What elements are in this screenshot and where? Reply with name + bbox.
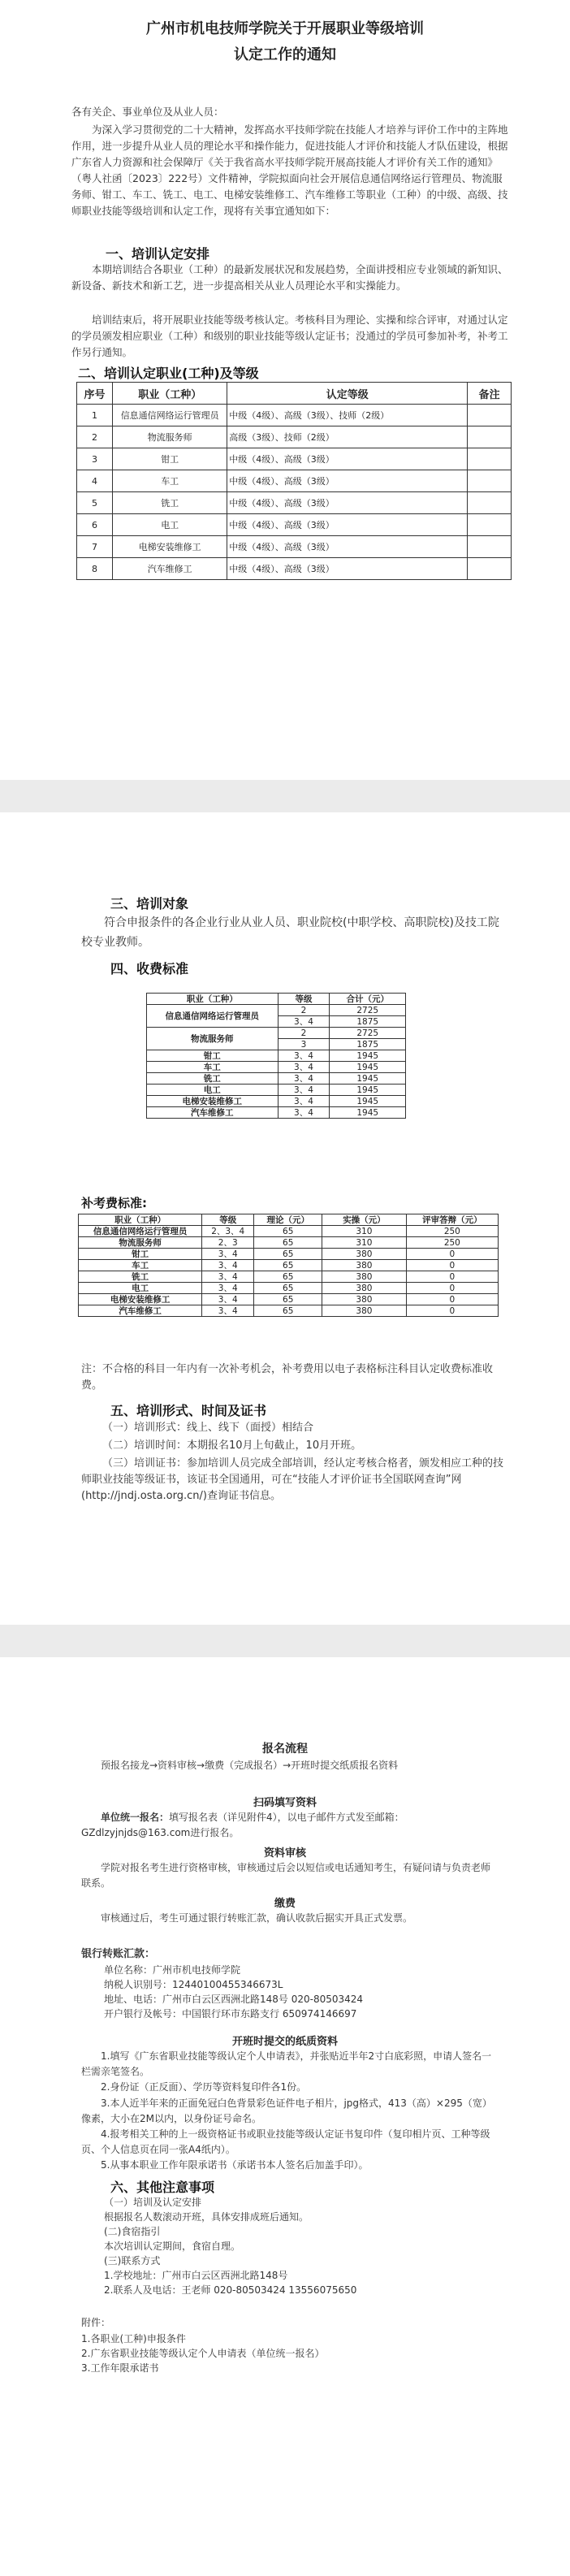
cell: 电工 (113, 514, 227, 536)
table-row (77, 405, 512, 426)
table-row (79, 1249, 499, 1260)
th-remark: 备注 (468, 383, 512, 405)
table-row (147, 1107, 406, 1119)
cell: 2、3 (202, 1237, 254, 1249)
cell: 3、4 (202, 1294, 254, 1305)
bank-address: 地址、电话：广州市白云区西洲北路148号 020-80503424 (104, 1994, 364, 2005)
table-row (77, 492, 512, 514)
th-practical: 实操（元） (322, 1214, 407, 1226)
cell: 0 (406, 1249, 498, 1260)
table-row (79, 1271, 499, 1283)
section-1-para-2: 培训结束后，将开展职业技能等级考核认定。考核科目为理论、实操和综合评审，对通过认定的学员颁发相应职业（工种）和级别的职业技能等级认定证书；没通过的学员可参加补考，补考工作另行通知。 (71, 314, 508, 358)
cell: 65 (254, 1294, 322, 1305)
section-6-item-2: 根据报名人数滚动开班，具体安排成班后通知。 (104, 2211, 309, 2223)
attachment-2: 2.广东省职业技能等级认定个人申请表（单位统一报名） (81, 2348, 325, 2359)
section-5-item-3: （三）培训证书：参加培训人员完成全部培训，经认定考核合格者，颁发相应工种的技师职业技能等级证书，该证书全国通用，可在“技能人才评价证书全国联网查询”网(http://jndj.osta.org.cn/)查询证书信息。 (81, 1457, 504, 1502)
cell (468, 536, 512, 558)
cell: 65 (254, 1249, 322, 1260)
paper-doc-4: 4.报考相关工种的上一级资格证书或职业技能等级认定证书复印件（复印相片页、工种等级页、个人信息页在同一张A4纸内）。 (81, 2128, 490, 2155)
cell: 250 (406, 1226, 498, 1237)
cell: 3、4 (278, 1016, 330, 1028)
cell: 8 (77, 558, 113, 580)
cell: 汽车维修工 (79, 1305, 202, 1317)
section-6-item-5: (三)联系方式 (104, 2255, 161, 2266)
cell: 3 (278, 1039, 330, 1050)
cell: 信息通信网络运行管理员 (79, 1226, 202, 1237)
cell: 310 (322, 1226, 407, 1237)
cell: 物流服务师 (79, 1237, 202, 1249)
cell (468, 448, 512, 470)
table-row (147, 1050, 406, 1062)
cell: 3、4 (278, 1096, 330, 1107)
payment-heading: 缴费 (274, 1898, 296, 1910)
section-6-item-3: (二)食宿指引 (104, 2226, 161, 2237)
table-row (77, 558, 512, 580)
table-row (147, 1085, 406, 1096)
th-index: 序号 (77, 383, 113, 405)
cell: 车工 (79, 1260, 202, 1271)
section-6-heading: 六、其他注意事项 (110, 2180, 215, 2195)
unified-signup (81, 1810, 495, 1841)
cell (468, 492, 512, 514)
table-row (77, 426, 512, 448)
section-5-item-1: （一）培训形式：线上、线下（面授）相结合 (102, 1422, 314, 1434)
cell: 中级（4级）、高级（3级） (227, 514, 468, 536)
table-fees (146, 993, 406, 1119)
scan-heading: 扫码填写资料 (253, 1797, 317, 1809)
page-2 (0, 812, 570, 1625)
table-row (147, 1005, 406, 1016)
cell: 310 (322, 1237, 407, 1249)
attachments-heading: 附件： (81, 2317, 111, 2328)
unified-signup-text: 填写报名表（详见附件4），以电子邮件方式发至邮箱：GZdlzyjnjds@163.com进行报名。 (81, 1812, 404, 1838)
cell: 中级（4级）、高级（3级） (227, 536, 468, 558)
cell: 0 (406, 1271, 498, 1283)
cell: 中级（4级）、高级（3级） (227, 448, 468, 470)
unified-signup-label: 单位统一报名： (101, 1812, 170, 1823)
cell: 1945 (330, 1107, 406, 1119)
section-3-heading: 三、培训对象 (110, 896, 189, 911)
cell: 信息通信网络运行管理员 (113, 405, 227, 426)
cell: 铣工 (147, 1073, 279, 1085)
cell: 5 (77, 492, 113, 514)
cell: 车工 (113, 470, 227, 492)
cell: 380 (322, 1283, 407, 1294)
th-theory: 理论（元） (254, 1214, 322, 1226)
paper-docs-heading: 开班时提交的纸质资料 (231, 2036, 338, 2048)
cell: 65 (254, 1305, 322, 1317)
cell: 2725 (330, 1005, 406, 1016)
cell: 信息通信网络运行管理员 (147, 1005, 279, 1028)
cell: 电工 (147, 1085, 279, 1096)
intro-paragraph: 为深入学习贯彻党的二十大精神，发挥高水平技师学院在技能人才培养与评价工作中的主阵地作用，进一步提升从业人员的理论水平和操作能力，促进技能人才评价和技能人才队伍建设，根据广东省人力资源和社会保障厅《关于我省高水平技师学院开展高技能人才评价有关工作的通知》（粤人社函〔2023〕222号）文件精神，学院拟面向社会开展信息通信网络运行管理员、物流服务师、钳工、车工、铣工、电工、电梯安装维修工、汽车维修工等职业（工种）的中级、高级、技师职业技能等级培训和认定工作，现将有关事宜通知如下： (71, 123, 508, 217)
cell (468, 558, 512, 580)
bank-taxid: 纳税人识别号：12440100455346673L (104, 1979, 283, 1990)
table-row (77, 536, 512, 558)
section-5-item-2: （二）培训时间：本期报名10月上旬截止，10月开班。 (102, 1440, 362, 1452)
cell: 380 (322, 1271, 407, 1283)
paper-doc-2: 2.身份证（正反面）、学历等资料复印件各1份。 (101, 2081, 307, 2093)
cell: 65 (254, 1283, 322, 1294)
cell: 1875 (330, 1039, 406, 1050)
cell: 250 (406, 1237, 498, 1249)
cell: 3 (77, 448, 113, 470)
cell (468, 514, 512, 536)
cell: 1945 (330, 1062, 406, 1073)
table-row (77, 470, 512, 492)
cell: 铣工 (79, 1271, 202, 1283)
section-4-heading: 四、收费标准 (110, 961, 189, 976)
table-row (77, 448, 512, 470)
cell: 钳工 (79, 1249, 202, 1260)
table-row (147, 1028, 406, 1039)
page-1 (0, 0, 570, 780)
cell (468, 405, 512, 426)
section-6-item-1: （一）培训及认定安排 (104, 2197, 202, 2208)
section-3-para: 符合申报条件的各企业行业从业人员、职业院校(中职学校、高职院校)及技工院校专业教师。 (81, 916, 499, 949)
cell: 中级（4级）、高级（3级） (227, 558, 468, 580)
cell: 汽车维修工 (147, 1107, 279, 1119)
cell: 高级（3级）、技师（2级） (227, 426, 468, 448)
cell: 3、4 (202, 1271, 254, 1283)
cell: 3、4 (202, 1249, 254, 1260)
cell: 电梯安装维修工 (79, 1294, 202, 1305)
cell: 65 (254, 1271, 322, 1283)
table-row (79, 1294, 499, 1305)
cell: 电梯安装维修工 (113, 536, 227, 558)
cell: 0 (406, 1260, 498, 1271)
cell: 3、4 (278, 1062, 330, 1073)
th-total: 合计（元） (330, 994, 406, 1005)
table-row (79, 1237, 499, 1249)
cell: 2725 (330, 1028, 406, 1039)
cell: 0 (406, 1283, 498, 1294)
table-row (147, 1096, 406, 1107)
payment-text: 审核通过后，考生可通过银行转账汇款，确认收款后据实开具正式发票。 (101, 1912, 413, 1924)
cell: 3、4 (278, 1050, 330, 1062)
cell: 2 (77, 426, 113, 448)
cell: 电工 (79, 1283, 202, 1294)
review-text: 学院对报名考生进行资格审核，审核通过后会以短信或电话通知考生，有疑问请与负责老师联系。 (81, 1862, 491, 1889)
attachment-1: 1.各职业(工种)申报条件 (81, 2333, 186, 2344)
cell: 3、4 (278, 1085, 330, 1096)
table-row (79, 1305, 499, 1317)
attachment-3: 3.工作年限承诺书 (81, 2362, 159, 2374)
cell: 1945 (330, 1096, 406, 1107)
cell: 7 (77, 536, 113, 558)
bank-name: 单位名称：广州市机电技师学院 (104, 1964, 241, 1976)
th-occupation: 职业（工种） (79, 1214, 202, 1226)
table-row (79, 1260, 499, 1271)
section-6-item-4: 本次培训认定期间，食宿自理。 (104, 2240, 241, 2252)
cell: 2 (278, 1028, 330, 1039)
cell: 3、4 (202, 1260, 254, 1271)
cell: 中级（4级）、高级（3级） (227, 470, 468, 492)
table-row (77, 514, 512, 536)
signup-process-flow: 预报名接龙→资料审核→缴费（完成报名）→开班时提交纸质报名资料 (101, 1760, 399, 1771)
section-5-heading: 五、培训形式、时间及证书 (110, 1403, 267, 1418)
table-levels (76, 382, 512, 580)
cell: 1 (77, 405, 113, 426)
table-makeup-fees (78, 1214, 499, 1317)
table-row (79, 1226, 499, 1237)
bank-account: 开户银行及帐号：中国银行环市东路支行 650974146697 (104, 2008, 357, 2020)
note-text: 注：不合格的科目一年内有一次补考机会，补考费用以电子表格标注科目认定收费标准收费。 (81, 1363, 494, 1392)
cell: 3、4 (278, 1073, 330, 1085)
cell: 铣工 (113, 492, 227, 514)
cell: 380 (322, 1260, 407, 1271)
cell (468, 470, 512, 492)
cell: 1945 (330, 1073, 406, 1085)
cell: 65 (254, 1237, 322, 1249)
cell (468, 426, 512, 448)
th-level: 等级 (202, 1214, 254, 1226)
cell: 3、4 (278, 1107, 330, 1119)
cell: 380 (322, 1305, 407, 1317)
signup-process-heading: 报名流程 (262, 1743, 308, 1756)
th-level: 等级 (278, 994, 330, 1005)
cell: 65 (254, 1260, 322, 1271)
cell: 0 (406, 1294, 498, 1305)
paper-doc-5: 5.从事本职业工作年限承诺书（承诺书本人签名后加盖手印）。 (101, 2159, 369, 2171)
section-1-heading: 一、培训认定安排 (106, 246, 210, 262)
cell: 物流服务师 (113, 426, 227, 448)
cell: 钳工 (113, 448, 227, 470)
page-3 (0, 1657, 570, 2576)
cell: 3、4 (202, 1305, 254, 1317)
th-defense: 评审答辩（元） (406, 1214, 498, 1226)
cell: 380 (322, 1294, 407, 1305)
cell: 中级（4级）、高级（3级） (227, 492, 468, 514)
cell: 6 (77, 514, 113, 536)
cell: 电梯安装维修工 (147, 1096, 279, 1107)
table-row (147, 1073, 406, 1085)
section-2-heading: 二、培训认定职业(工种)及等级 (78, 366, 259, 381)
cell: 物流服务师 (147, 1028, 279, 1050)
th-level: 认定等级 (227, 383, 468, 405)
section-6-item-6: 1.学校地址：广州市白云区西洲北路148号 (104, 2270, 288, 2281)
table-row (79, 1283, 499, 1294)
makeup-heading: 补考费标准: (81, 1196, 147, 1210)
cell: 4 (77, 470, 113, 492)
cell: 钳工 (147, 1050, 279, 1062)
paper-doc-3: 3.本人近半年来的正面免冠白色背景彩色证件电子相片，jpg格式，413（高）×295（宽）像素，大小在2M以内，以身份证号命名。 (81, 2098, 492, 2124)
cell: 车工 (147, 1062, 279, 1073)
cell: 380 (322, 1249, 407, 1260)
review-heading: 资料审核 (263, 1847, 306, 1859)
cell: 1875 (330, 1016, 406, 1028)
section-1-para-1: 本期培训结合各职业（工种）的最新发展状况和发展趋势，全面讲授相应专业领域的新知识、新设备、新技术和新工艺，进一步提高相关从业人员理论水平和实操能力。 (71, 263, 508, 292)
th-occupation: 职业（工种） (147, 994, 279, 1005)
th-occupation: 职业（工种） (113, 383, 227, 405)
cell: 1945 (330, 1050, 406, 1062)
doc-title-line2: 认定工作的通知 (234, 46, 336, 63)
table-row (147, 1062, 406, 1073)
section-6-item-7: 2.联系人及电话：王老师 020-80503424 13556075650 (104, 2284, 357, 2296)
cell: 汽车维修工 (113, 558, 227, 580)
cell: 0 (406, 1305, 498, 1317)
doc-title-line1: 广州市机电技师学院关于开展职业等级培训 (146, 20, 424, 37)
paper-doc-1: 1.填写《广东省职业技能等级认定个人申请表》，并张贴近半年2寸白底彩照，申请人签名一栏需亲笔签名。 (81, 2050, 492, 2077)
salutation: 各有关企、事业单位及从业人员： (71, 106, 224, 118)
cell: 65 (254, 1226, 322, 1237)
cell: 2、3、4 (202, 1226, 254, 1237)
cell: 中级（4级）、高级（3级）、技师（2级） (227, 405, 468, 426)
bank-heading: 银行转账汇款： (81, 1948, 156, 1960)
cell: 2 (278, 1005, 330, 1016)
cell: 3、4 (202, 1283, 254, 1294)
cell: 1945 (330, 1085, 406, 1096)
